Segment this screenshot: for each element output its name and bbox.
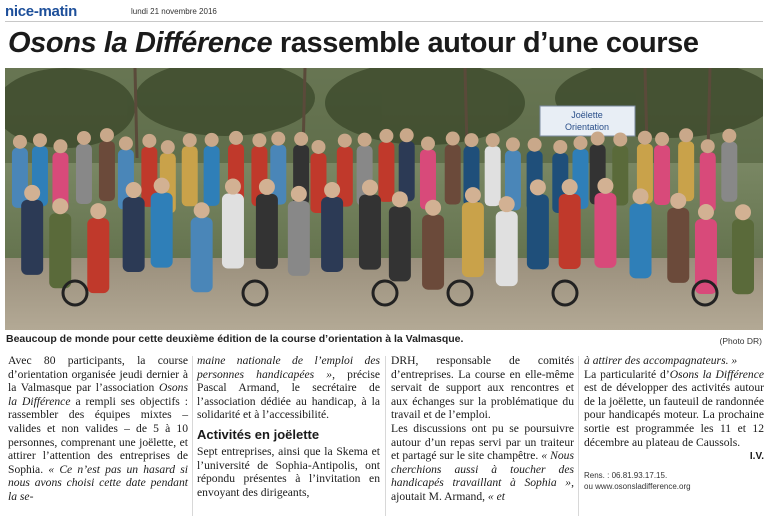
quote: « Ce n’est pas un hasard si nous avons choisi cette date pendant la se- — [8, 462, 188, 503]
person-silhouette — [389, 206, 411, 281]
person-head — [362, 180, 378, 196]
person-silhouette — [732, 219, 754, 294]
person-silhouette — [721, 142, 737, 202]
article-text: Les discussions ont pu se poursuivre autour d’un repas servi par un traiteur et partagé sur le site champêtre. — [391, 421, 574, 463]
person-head — [358, 133, 372, 147]
person-head — [225, 179, 241, 195]
person-head — [528, 138, 542, 152]
column-divider — [192, 356, 193, 516]
person-head — [465, 187, 481, 203]
person-silhouette — [87, 218, 109, 293]
person-head — [633, 188, 649, 204]
person-head — [311, 140, 325, 154]
person-head — [291, 186, 307, 202]
person-head — [194, 202, 210, 218]
person-head — [486, 133, 500, 147]
person-silhouette — [76, 144, 92, 204]
person-head — [259, 179, 275, 195]
column-divider — [578, 356, 579, 516]
person-silhouette — [559, 194, 581, 269]
newspaper-logo[interactable]: nice-matin — [5, 3, 78, 20]
person-head — [573, 136, 587, 150]
contact-phone: Rens. : 06.81.93.17.15. — [584, 470, 668, 480]
person-head — [183, 133, 197, 147]
person-silhouette — [630, 203, 652, 278]
person-silhouette — [123, 197, 145, 272]
contact-website[interactable]: ou www.osonsladifference.org — [584, 481, 691, 491]
person-silhouette — [256, 194, 278, 269]
person-head — [591, 132, 605, 146]
person-silhouette — [485, 146, 501, 206]
person-head — [530, 179, 546, 195]
person-silhouette — [359, 195, 381, 270]
person-head — [464, 133, 478, 147]
headline-association-name: Osons la Différence — [8, 27, 273, 59]
person-head — [229, 131, 243, 145]
article-headline — [8, 24, 768, 62]
person-head — [154, 178, 170, 194]
person-head — [271, 132, 285, 146]
article-text: DRH, responsable de comités d’entreprises. La course en elle-même servait de support aux rencontres et aux échanges sur la problématique du travail et de l’emploi. — [391, 354, 574, 422]
person-head — [53, 139, 67, 153]
author-signature: I.V. — [749, 451, 764, 463]
person-head — [379, 129, 393, 143]
person-head — [100, 128, 114, 142]
person-silhouette — [182, 146, 198, 206]
headline-rest: rassemble autour d’une course — [272, 27, 699, 59]
person-silhouette — [99, 141, 115, 201]
photo-caption: Beaucoup de monde pour cette deuxième édition de la course d’orientation à la Valmasque. — [6, 333, 464, 345]
person-head — [499, 196, 515, 212]
person-silhouette — [21, 200, 43, 275]
article-text: Sept entreprises, ainsi que la Skema et l’université de Sophia-Antipolis, ont répondu présentes à l’invitation en envoyant des dirigeants, — [197, 444, 380, 499]
photo-credit: (Photo DR) — [719, 336, 762, 346]
person-silhouette — [288, 201, 310, 276]
person-head — [722, 129, 736, 143]
person-silhouette — [654, 145, 670, 205]
person-silhouette — [462, 202, 484, 277]
quote: à attirer des accompagnateurs. » — [584, 354, 738, 367]
quote: « Nous cherchions aussi à toucher des handicapés travaillant à Sophia » — [391, 449, 574, 490]
person-head — [421, 137, 435, 151]
banner-text-1: Joëlette — [571, 110, 603, 120]
person-silhouette — [191, 217, 213, 292]
person-silhouette — [49, 213, 71, 288]
article-column-4 — [584, 354, 764, 492]
person-head — [425, 200, 441, 216]
person-silhouette — [445, 145, 461, 205]
person-head — [597, 178, 613, 194]
issue-date: lundi 21 novembre 2016 — [131, 7, 217, 16]
person-head — [161, 140, 175, 154]
person-silhouette — [700, 152, 716, 212]
article-column-3 — [391, 354, 574, 504]
association-name: Osons la Différence — [669, 367, 764, 381]
person-head — [338, 134, 352, 148]
header-divider — [5, 21, 763, 22]
person-silhouette — [667, 208, 689, 283]
association-name: Osons la Différence — [8, 381, 188, 408]
person-silhouette — [527, 194, 549, 269]
person-head — [52, 198, 68, 214]
person-head — [90, 203, 106, 219]
person-head — [638, 131, 652, 145]
banner-text-2: Orientation — [564, 122, 610, 132]
person-head — [13, 135, 27, 149]
person-silhouette — [496, 211, 518, 286]
person-silhouette — [594, 193, 616, 268]
article-text: , ajoutait M. Armand, — [391, 476, 574, 503]
person-silhouette — [12, 148, 28, 208]
quote: maine nationale de l’emploi des personnes handicapées » — [197, 354, 380, 381]
person-head — [392, 191, 408, 207]
person-head — [142, 134, 156, 148]
person-head — [735, 204, 751, 220]
person-head — [205, 133, 219, 147]
person-head — [77, 131, 91, 145]
column-divider — [385, 356, 386, 516]
person-head — [324, 182, 340, 198]
person-silhouette — [204, 146, 220, 206]
person-silhouette — [422, 215, 444, 290]
person-head — [126, 182, 142, 198]
article-column-1 — [8, 354, 188, 504]
person-head — [400, 128, 414, 142]
person-head — [670, 193, 686, 209]
person-silhouette — [378, 142, 394, 202]
person-head — [701, 139, 715, 153]
person-silhouette — [321, 197, 343, 272]
article-text: La particularité d’ — [584, 367, 670, 381]
article-text: est de développer des activités autour de la joëlette, un fauteuil de randonnée pour handicapés moteur. La prochaine sortie est programmée les 11 et 12 décembre au plateau de Caussols. — [584, 381, 764, 449]
section-subheading: Activités en joëlette — [197, 426, 320, 442]
article-text: Avec 80 participants, la course d’orientation organisée jeudi dernier à la Valmasque par l’association — [8, 354, 188, 395]
person-silhouette — [678, 141, 694, 201]
quote: « et — [487, 489, 505, 503]
person-head — [613, 133, 627, 147]
person-silhouette — [222, 194, 244, 269]
person-head — [33, 133, 47, 147]
person-head — [562, 179, 578, 195]
person-head — [698, 204, 714, 220]
person-head — [24, 185, 40, 201]
article-text: a rempli ses objectifs : rassembler des équipes mixtes – valides et non valides – de 5 à 10 personnes, comprenant une joëlette, et attirer l’attention des entreprises de Sophia. — [8, 394, 188, 476]
person-head — [655, 132, 669, 146]
article-photo[interactable] — [5, 68, 763, 330]
person-head — [679, 128, 693, 142]
person-silhouette — [151, 193, 173, 268]
person-head — [252, 133, 266, 147]
article-text: , précise Pascal Armand, le secrétaire de l’association dédiée au handicap, à la solidarité et à l’accessibilité. — [197, 367, 380, 422]
group-photo-illustration — [5, 68, 763, 330]
person-head — [553, 140, 567, 154]
contact-info — [584, 470, 764, 492]
person-head — [446, 132, 460, 146]
article-column-2 — [197, 354, 380, 499]
person-head — [506, 137, 520, 151]
person-head — [119, 136, 133, 150]
masthead — [5, 2, 77, 20]
person-head — [294, 132, 308, 146]
